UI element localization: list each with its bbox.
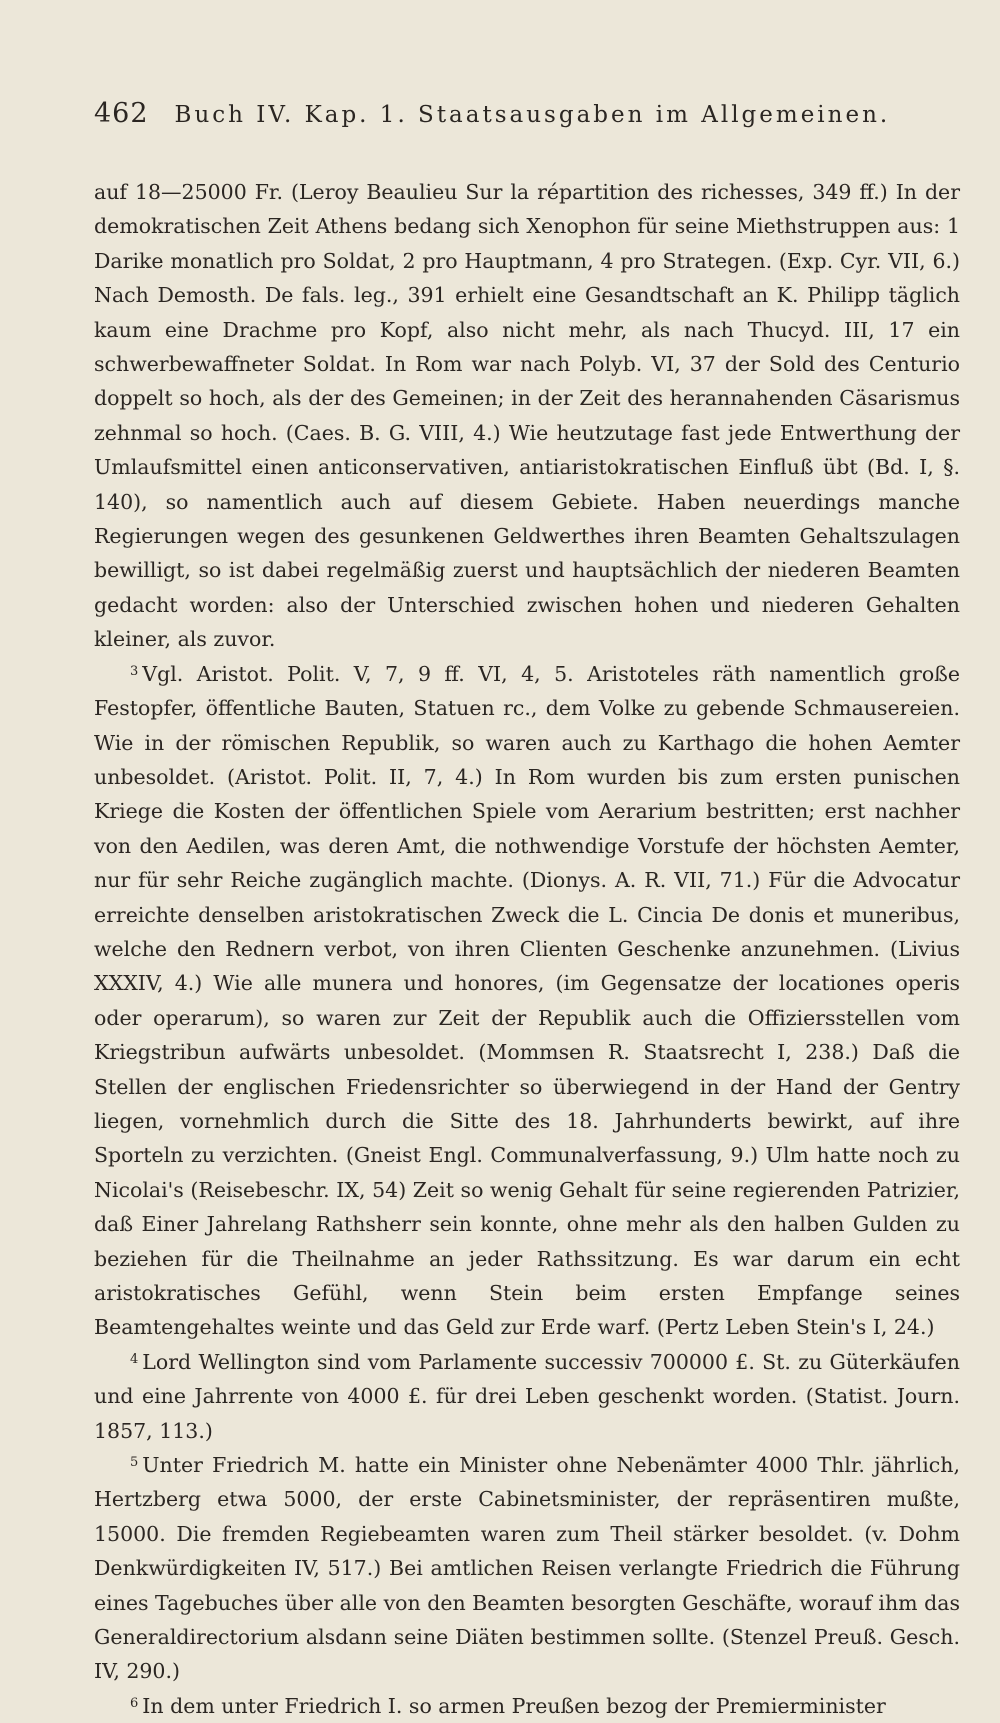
footnote-6 bbox=[94, 1689, 960, 1723]
footnote-marker: 4 bbox=[130, 1351, 139, 1367]
footnote-marker: 6 bbox=[130, 1695, 139, 1711]
footnote-marker: 5 bbox=[130, 1455, 139, 1471]
running-title: Buch IV. Kap. 1. Staatsausgaben im Allgemeinen. bbox=[174, 102, 891, 128]
paragraph-text: Lord Wellington sind vom Parlamente successiv 700000 £. St. zu Güterkäufen und eine Jahrrente von 4000 £. für drei Leben geschenkt worden. (Statist. Journ. 1857, 113.) bbox=[94, 1349, 960, 1443]
footnote-5 bbox=[94, 1448, 960, 1689]
paragraph-text: Vgl. Aristot. Polit. V, 7, 9 ff. VI, 4, 5. Aristoteles räth namentlich große Festopfer, öffentliche Bauten, Statuen rc., dem Volke zu gebende Schmausereien. Wie in der römischen Republik, so waren auch zu Karthago die hohen Aemter unbesoldet. (Aristot. Polit. II, 7, 4.) In Rom wurden bis zum ersten punischen Kriege die Kosten der öffentlichen Spiele vom Aerarium bestritten; erst nachher von den Aedilen, was deren Amt, die nothwendige Vorstufe der höchsten Aemter, nur für sehr Reiche zugänglich machte. (Dionys. A. R. VII, 71.) Für die Advocatur erreichte denselben aristokratischen Zweck die L. Cincia De donis et muneribus, welche den Rednern verbot, von ihren Clienten Geschenke anzunehmen. (Livius XXXIV, 4.) Wie alle munera und honores, (im Gegensatze der locationes operis oder operarum), so waren zur Zeit der Republik auch die Offiziersstellen vom Kriegstribun aufwärts unbesoldet. (Mommsen R. Staatsrecht I, 238.) Daß die Stellen der englischen Friedensrichter so überwiegend in der Hand der Gentry liegen, vornehmlich durch die Sitte des 18. Jahrhunderts bewirkt, auf ihre Sporteln zu verzichten. (Gneist Engl. Communalverfassung, 9.) Ulm hatte noch zu Nicolai's (Reisebeschr. IX, 54) Zeit so wenig Gehalt für seine regierenden Patrizier, daß Einer Jahrelang Rathsherr sein konnte, ohne mehr als den halben Gulden zu beziehen für die Theilnahme an jeder Rathssitzung. Es war darum ein echt aristokratisches Gefühl, wenn Stein beim ersten Empfange seines Beamtengehaltes weinte und das Geld zur Erde warf. (Pertz Leben Stein's I, 24.) bbox=[94, 661, 960, 1340]
paragraph-text: auf 18—25000 Fr. (Leroy Beaulieu Sur la répartition des richesses, 349 ff.) In der demokratischen Zeit Athens bedang sich Xenophon für seine Miethstruppen aus: 1 Darike monatlich pro Soldat, 2 pro Hauptmann, 4 pro Strategen. (Exp. Cyr. VII, 6.) Nach Demosth. De fals. leg., 391 erhielt eine Gesandtschaft an K. Philipp täglich kaum eine Drachme pro Kopf, also nicht mehr, als nach Thucyd. III, 17 ein schwerbewaffneter Soldat. In Rom war nach Polyb. VI, 37 der Sold des Centurio doppelt so hoch, als der des Gemeinen; in der Zeit des herannahenden Cäsarismus zehnmal so hoch. (Caes. B. G. VIII, 4.) Wie heutzutage fast jede Entwerthung der Umlaufsmittel einen anticonservativen, antiaristokratischen Einfluß übt (Bd. I, §. 140), so namentlich auch auf diesem Gebiete. Haben neuerdings manche Regierungen wegen des gesunkenen Geldwerthes ihren Beamten Gehaltszulagen bewilligt, so ist dabei regelmäßig zuerst und hauptsächlich der niederen Beamten gedacht worden: also der Unterschied zwischen hohen und niederen Gehalten kleiner, als zuvor. bbox=[94, 180, 960, 652]
footnote-3 bbox=[94, 657, 960, 1345]
footnote-4 bbox=[94, 1345, 960, 1448]
page-number: 462 bbox=[94, 98, 149, 129]
paragraph-text: Unter Friedrich M. hatte ein Minister ohne Nebenämter 4000 Thlr. jährlich, Hertzberg etwa 5000, der erste Cabinetsminister, der repräsentiren mußte, 15000. Die fremden Regiebeamten waren zum Theil stärker besoldet. (v. Dohm Denkwürdigkeiten IV, 517.) Bei amtlichen Reisen verlangte Friedrich die Führung eines Tagebuches über alle von den Beamten besorgten Geschäfte, worauf ihm das Generaldirectorium alsdann seine Diäten bestimmen sollte. (Stenzel Preuß. Gesch. IV, 290.) bbox=[94, 1453, 960, 1684]
running-header bbox=[94, 98, 960, 129]
footnote-continuation bbox=[94, 175, 960, 657]
paragraph-text: In dem unter Friedrich I. so armen Preußen bezog der Premierminister bbox=[142, 1693, 886, 1718]
footnote-marker: 3 bbox=[130, 663, 139, 679]
footnote-text bbox=[94, 175, 960, 1723]
